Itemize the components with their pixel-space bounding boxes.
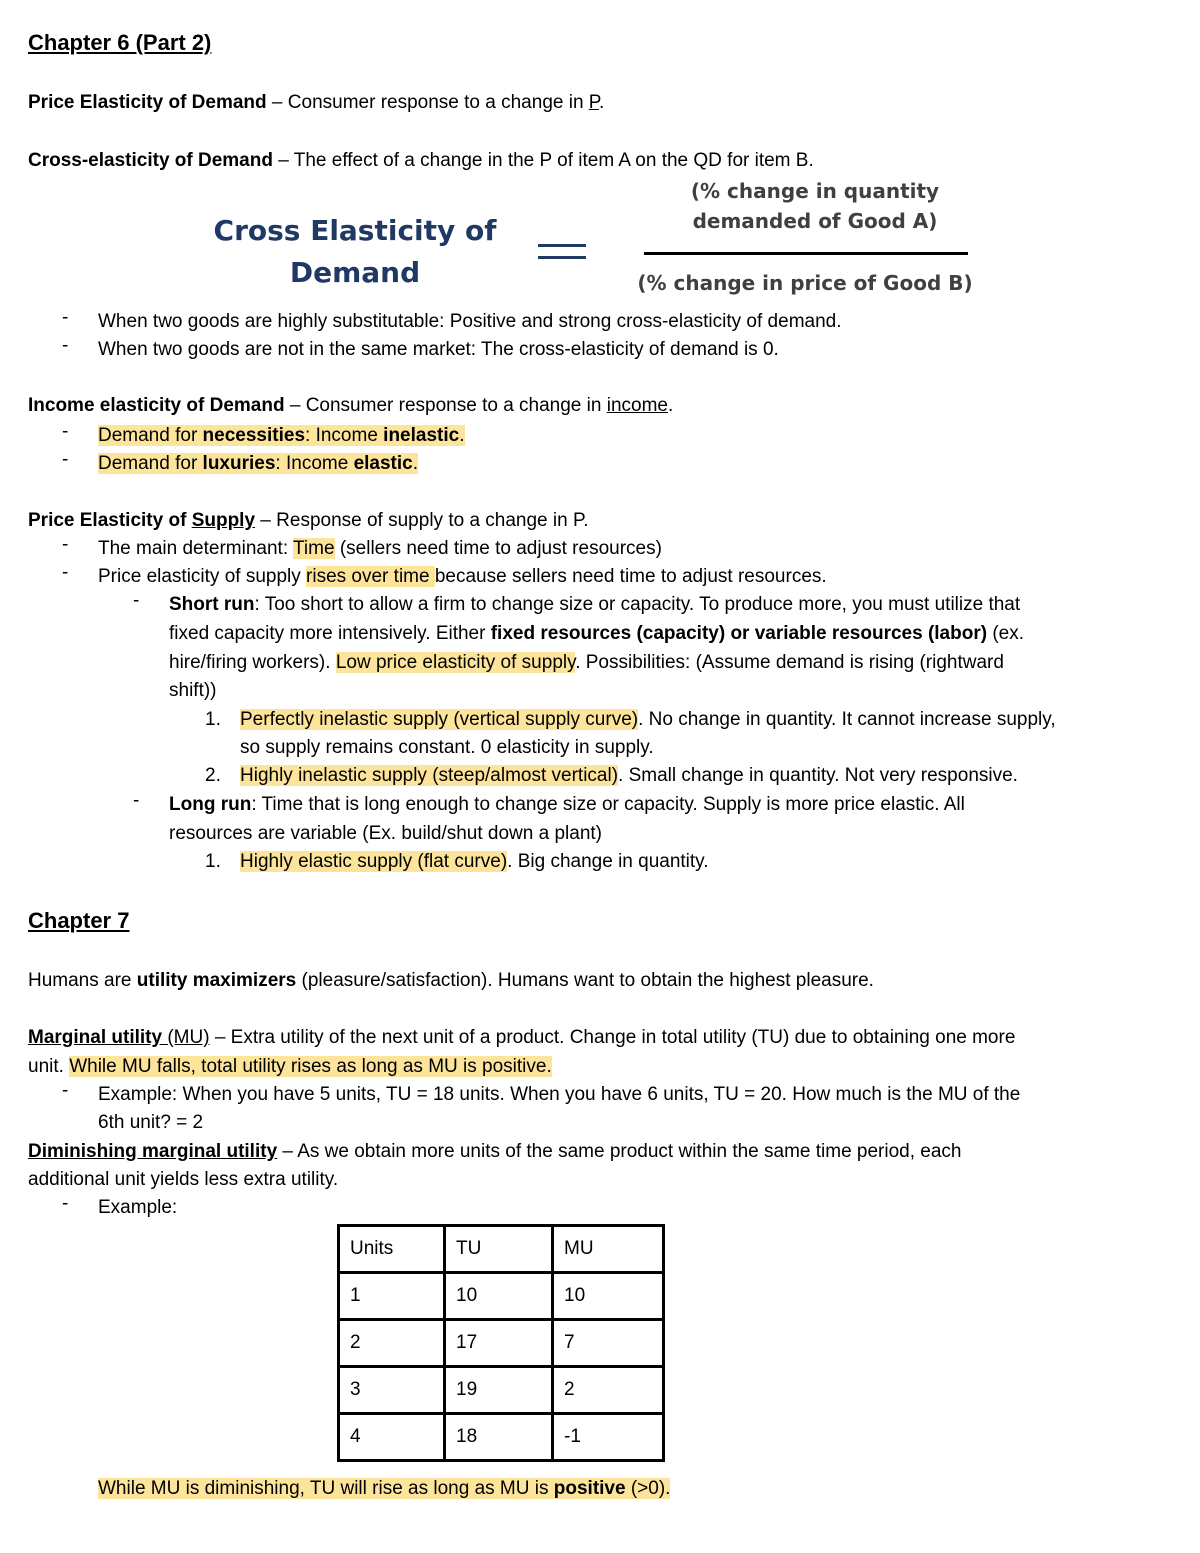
ped-term: Price Elasticity of Demand xyxy=(28,92,267,113)
mu-definition-line-1: Marginal utility (MU) – Extra utility of the next unit of a product. Change in total utility (TU) due to obtaining one more xyxy=(28,1027,1016,1048)
chapter-7-title: Chapter 7 xyxy=(28,908,130,933)
sr-list-num-1: 1. xyxy=(205,709,221,730)
bullet-dash: - xyxy=(62,534,69,555)
table-header: Units xyxy=(339,1226,445,1273)
table-cell: 3 xyxy=(339,1367,445,1414)
ped-text: – Consumer response to a change in xyxy=(266,92,589,113)
bullet-dash: - xyxy=(133,590,140,611)
bullet-dash: - xyxy=(62,449,69,470)
xed-definition xyxy=(28,147,814,175)
bullet-dash: - xyxy=(133,790,140,811)
table-row xyxy=(339,1320,664,1367)
mu-example-line-2: 6th unit? = 2 xyxy=(98,1112,204,1133)
table-cell: 19 xyxy=(445,1367,553,1414)
chapter-6-title: Chapter 6 (Part 2) xyxy=(28,30,212,55)
dmu-term: Diminishing marginal utility xyxy=(28,1141,278,1162)
equals-sign xyxy=(538,244,586,262)
mu-term: Marginal utility xyxy=(28,1027,163,1048)
sr-list-item-1-cont: so supply remains constant. 0 elasticity in supply. xyxy=(240,737,654,758)
sr-list-item-1: Perfectly inelastic supply (vertical supply curve). No change in quantity. It cannot increase supply, xyxy=(240,709,1056,730)
highlight: Low price elasticity of supply xyxy=(335,652,576,673)
bullet-dash: - xyxy=(62,1193,69,1214)
utility-table xyxy=(337,1224,665,1462)
humans-utility-maximizers: Humans are utility maximizers (pleasure/satisfaction). Humans want to obtain the highest pleasure. xyxy=(28,970,874,991)
formula-left xyxy=(200,210,510,294)
yed-end: . xyxy=(667,395,674,416)
highlight: While MU falls, total utility rises as long as MU is positive. xyxy=(69,1056,552,1077)
dmu-definition-line-1: Diminishing marginal utility – As we obtain more units of the same product within the same time period, each xyxy=(28,1141,962,1162)
fraction-bar xyxy=(644,252,968,255)
dmu-definition-line-2: additional unit yields less extra utility. xyxy=(28,1169,339,1190)
table-cell: 1 xyxy=(339,1273,445,1320)
sr-list-item-2: Highly inelastic supply (steep/almost vertical). Small change in quantity. Not very responsive. xyxy=(240,765,1018,786)
final-note xyxy=(98,1475,670,1503)
pes-text: – Response of supply to a change in P. xyxy=(255,510,589,531)
table-cell: 10 xyxy=(445,1273,553,1320)
formula-numerator xyxy=(660,176,970,236)
table-cell: 2 xyxy=(553,1367,664,1414)
highlight: Time xyxy=(293,538,335,559)
table-cell: 2 xyxy=(339,1320,445,1367)
highlight: rises over time xyxy=(306,566,435,587)
pes-bullet-determinant: The main determinant: Time (sellers need time to adjust resources) xyxy=(98,538,662,559)
xed-bullet-2: When two goods are not in the same market: The cross-elasticity of demand is 0. xyxy=(98,339,779,360)
table-cell: 17 xyxy=(445,1320,553,1367)
bullet-dash: - xyxy=(62,421,69,442)
ped-underlined: P xyxy=(588,92,600,113)
long-run-line-1: Long run: Time that is long enough to change size or capacity. Supply is more price elastic. All xyxy=(169,794,965,815)
lr-list-num-1: 1. xyxy=(205,851,221,872)
table-cell: 7 xyxy=(553,1320,664,1367)
short-run-term: Short run xyxy=(169,594,255,615)
bullet-dash: - xyxy=(62,335,69,356)
bullet-dash: - xyxy=(62,1080,69,1101)
bullet-dash: - xyxy=(62,562,69,583)
table-row xyxy=(339,1273,664,1320)
example-label: Example: xyxy=(98,1197,178,1218)
highlight: Demand for necessities: Income inelastic. xyxy=(98,425,465,446)
short-run-line-2: fixed capacity more intensively. Either fixed resources (capacity) or variable resources (labor) (ex. xyxy=(169,623,1025,644)
xed-term: Cross-elasticity of Demand xyxy=(28,150,273,171)
yed-term: Income elasticity of Demand xyxy=(28,395,285,416)
table-cell: 4 xyxy=(339,1414,445,1461)
highlight: Highly inelastic supply (steep/almost vertical) xyxy=(240,765,619,786)
long-run-line-2: resources are variable (Ex. build/shut down a plant) xyxy=(169,823,603,844)
table-cell: 18 xyxy=(445,1414,553,1461)
formula-left-line-1: Cross Elasticity of xyxy=(213,214,497,247)
short-run-line-1: Short run: Too short to allow a firm to change size or capacity. To produce more, you must utilize that xyxy=(169,594,1021,615)
formula-numerator-line-2: demanded of Good A) xyxy=(692,209,938,233)
table-header: MU xyxy=(553,1226,664,1273)
table-cell: -1 xyxy=(553,1414,664,1461)
table-row xyxy=(339,1367,664,1414)
table-cell: 10 xyxy=(553,1273,664,1320)
highlight: Perfectly inelastic supply (vertical supply curve) xyxy=(240,709,639,730)
sr-list-num-2: 2. xyxy=(205,765,221,786)
bullet-dash: - xyxy=(62,307,69,328)
highlight: Demand for luxuries: Income elastic. xyxy=(98,453,419,474)
formula-denominator: (% change in price of Good B) xyxy=(637,271,973,295)
highlight: While MU is diminishing, TU will rise as long as MU is positive (>0). xyxy=(98,1478,671,1499)
formula-numerator-line-1: (% change in quantity xyxy=(690,179,940,203)
table-header-row xyxy=(339,1226,664,1273)
lr-list-item-1: Highly elastic supply (flat curve). Big change in quantity. xyxy=(240,851,709,872)
yed-definition xyxy=(28,392,673,420)
ped-end: . xyxy=(599,92,605,113)
long-run-term: Long run xyxy=(169,794,252,815)
table-row xyxy=(339,1414,664,1461)
yed-bullet-necessities xyxy=(98,422,465,450)
mu-abbr: (MU) xyxy=(162,1027,210,1048)
xed-text: – The effect of a change in the P of item A on the QD for item B. xyxy=(272,150,814,171)
mu-definition-line-2: unit. While MU falls, total utility rises as long as MU is positive. xyxy=(28,1056,552,1077)
table-header: TU xyxy=(445,1226,553,1273)
pes-bullet-over-time: Price elasticity of supply rises over time because sellers need time to adjust resources. xyxy=(98,566,827,587)
formula-left-line-2: Demand xyxy=(289,256,421,289)
yed-underlined: income xyxy=(606,395,668,416)
ped-definition xyxy=(28,89,604,117)
mu-example-line-1: Example: When you have 5 units, TU = 18 units. When you have 6 units, TU = 20. How much is the MU of the xyxy=(98,1084,1021,1105)
short-run-line-4: shift)) xyxy=(169,680,217,701)
yed-bullet-luxuries xyxy=(98,450,418,478)
short-run-line-3: hire/firing workers). Low price elasticity of supply. Possibilities: (Assume demand is rising (rightward xyxy=(169,652,1004,673)
pes-term: Price Elasticity of Supply xyxy=(28,510,256,531)
highlight: Highly elastic supply (flat curve) xyxy=(240,851,508,872)
pes-definition xyxy=(28,507,588,535)
xed-bullet-1: When two goods are highly substitutable: Positive and strong cross-elasticity of demand. xyxy=(98,311,842,332)
yed-text: – Consumer response to a change in xyxy=(284,395,607,416)
